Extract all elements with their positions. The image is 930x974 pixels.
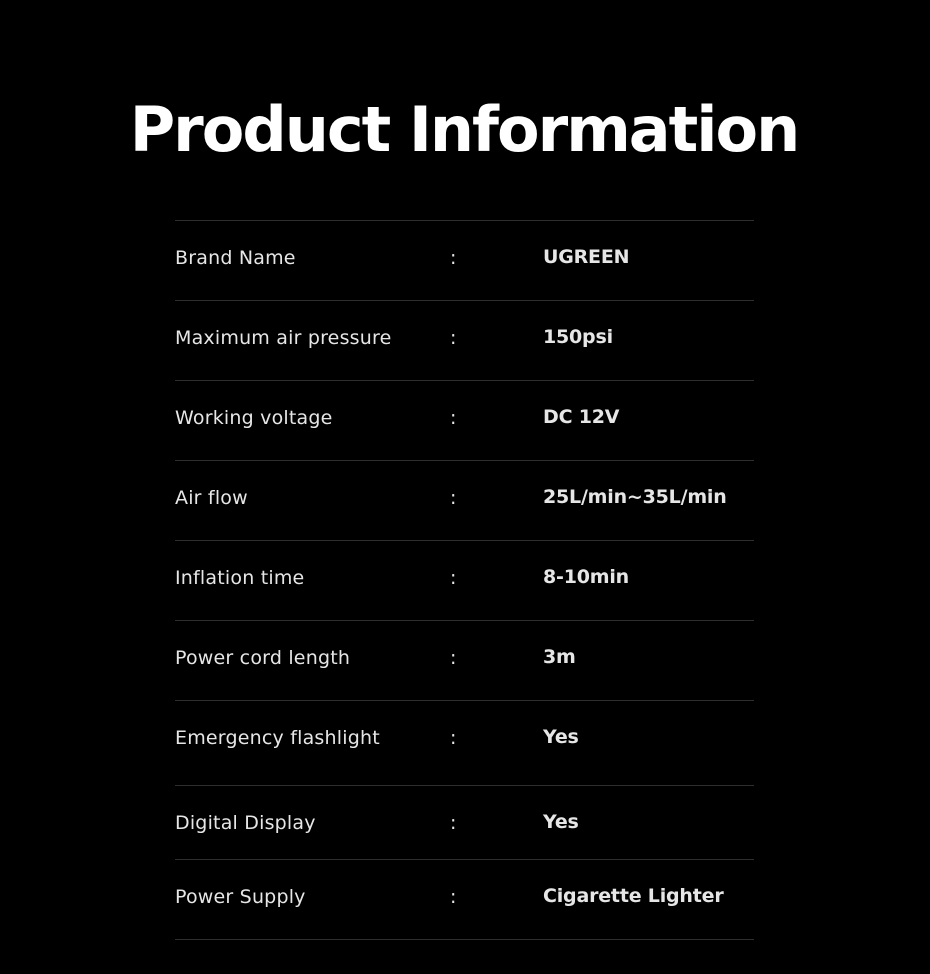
spec-row-working-voltage bbox=[175, 381, 754, 461]
spec-value: 8-10min bbox=[543, 566, 629, 588]
spec-row-maximum-air-pressure bbox=[175, 301, 754, 381]
spec-separator: : bbox=[450, 812, 457, 834]
spec-row-inflation-time bbox=[175, 541, 754, 621]
spec-value: Yes bbox=[543, 811, 579, 833]
spec-value: 25L/min~35L/min bbox=[543, 486, 727, 508]
spec-value: 3m bbox=[543, 646, 576, 668]
spec-row-emergency-flashlight bbox=[175, 701, 754, 786]
spec-separator: : bbox=[450, 727, 457, 749]
spec-label: Power cord length bbox=[175, 647, 351, 669]
spec-separator: : bbox=[450, 567, 457, 589]
spec-row-power-supply bbox=[175, 860, 754, 940]
spec-value: Yes bbox=[543, 726, 579, 748]
spec-label: Working voltage bbox=[175, 407, 333, 429]
spec-separator: : bbox=[450, 647, 457, 669]
spec-label: Inflation time bbox=[175, 567, 305, 589]
spec-label: Digital Display bbox=[175, 812, 316, 834]
spec-row-digital-display bbox=[175, 786, 754, 860]
spec-label: Emergency flashlight bbox=[175, 727, 380, 749]
page-title: Product Information bbox=[129, 93, 799, 166]
spec-label: Maximum air pressure bbox=[175, 327, 392, 349]
spec-label: Brand Name bbox=[175, 247, 296, 269]
spec-separator: : bbox=[450, 247, 457, 269]
spec-separator: : bbox=[450, 886, 457, 908]
spec-table bbox=[175, 220, 754, 940]
spec-separator: : bbox=[450, 407, 457, 429]
spec-value: 150psi bbox=[543, 326, 613, 348]
spec-row-power-cord-length bbox=[175, 621, 754, 701]
spec-value: DC 12V bbox=[543, 406, 620, 428]
spec-label: Air flow bbox=[175, 487, 248, 509]
spec-separator: : bbox=[450, 487, 457, 509]
spec-row-air-flow bbox=[175, 461, 754, 541]
spec-label: Power Supply bbox=[175, 886, 306, 908]
spec-row-brand-name bbox=[175, 221, 754, 301]
spec-separator: : bbox=[450, 327, 457, 349]
spec-value: UGREEN bbox=[543, 246, 630, 268]
spec-value: Cigarette Lighter bbox=[543, 885, 724, 907]
